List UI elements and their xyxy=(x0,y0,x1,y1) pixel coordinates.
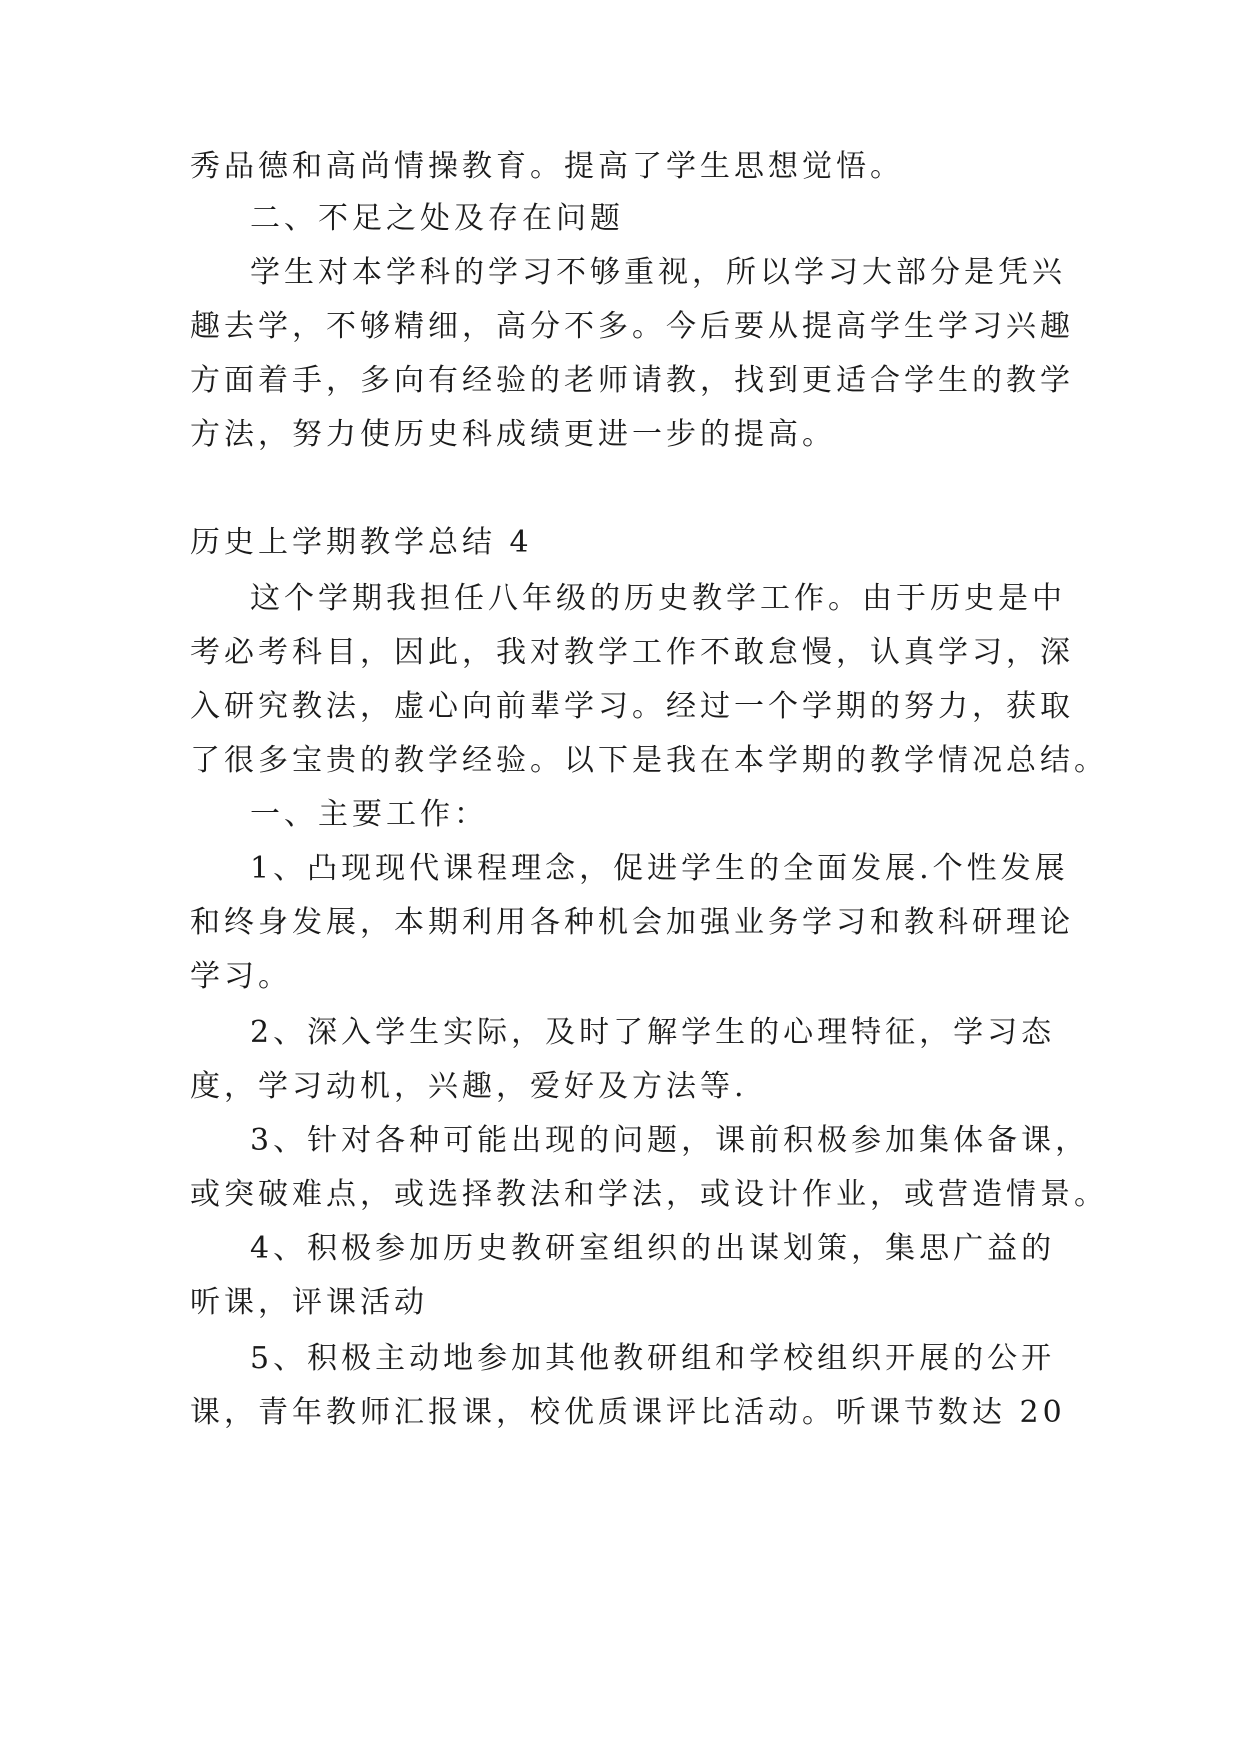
paragraph-line: 方法，努力使历史科成绩更进一步的提高。 xyxy=(190,417,836,452)
list-item-line: 4、积极参加历史教研室组织的出谋划策，集思广益的 xyxy=(250,1231,1056,1266)
list-item-line: 学习。 xyxy=(190,959,292,994)
paragraph-line: 趣去学，不够精细，高分不多。今后要从提高学生学习兴趣 xyxy=(190,309,1074,344)
paragraph-line: 这个学期我担任八年级的历史教学工作。由于历史是中 xyxy=(250,581,1066,616)
list-item-line: 课，青年教师汇报课，校优质课评比活动。听课节数达 20 xyxy=(190,1395,1066,1430)
paragraph-line: 学生对本学科的学习不够重视，所以学习大部分是凭兴 xyxy=(250,255,1066,290)
paragraph-line: 了很多宝贵的教学经验。以下是我在本学期的教学情况总结。 xyxy=(190,743,1108,778)
paragraph-line: 考必考科目，因此，我对教学工作不敢怠慢，认真学习，深 xyxy=(190,635,1074,670)
list-item-line: 和终身发展，本期利用各种机会加强业务学习和教科研理论 xyxy=(190,905,1074,940)
section-title: 历史上学期教学总结 4 xyxy=(190,525,533,560)
list-item-line: 度，学习动机，兴趣，爱好及方法等. xyxy=(190,1069,748,1104)
list-item-line: 2、深入学生实际，及时了解学生的心理特征，学习态 xyxy=(250,1015,1056,1050)
section-heading: 一、主要工作： xyxy=(250,797,488,832)
list-item-line: 3、针对各种可能出现的问题，课前积极参加集体备课， xyxy=(250,1123,1090,1158)
list-item-line: 1、凸现现代课程理念，促进学生的全面发展.个性发展 xyxy=(250,851,1069,886)
list-item-line: 听课，评课活动 xyxy=(190,1285,428,1320)
section-heading: 二、不足之处及存在问题 xyxy=(250,201,624,236)
list-item-line: 或突破难点，或选择教法和学法，或设计作业，或营造情景。 xyxy=(190,1177,1108,1212)
paragraph-line: 入研究教法，虚心向前辈学习。经过一个学期的努力，获取 xyxy=(190,689,1074,724)
paragraph-line: 方面着手，多向有经验的老师请教，找到更适合学生的教学 xyxy=(190,363,1074,398)
list-item-line: 5、积极主动地参加其他教研组和学校组织开展的公开 xyxy=(250,1341,1056,1376)
paragraph-line: 秀品德和高尚情操教育。提高了学生思想觉悟。 xyxy=(190,149,904,184)
